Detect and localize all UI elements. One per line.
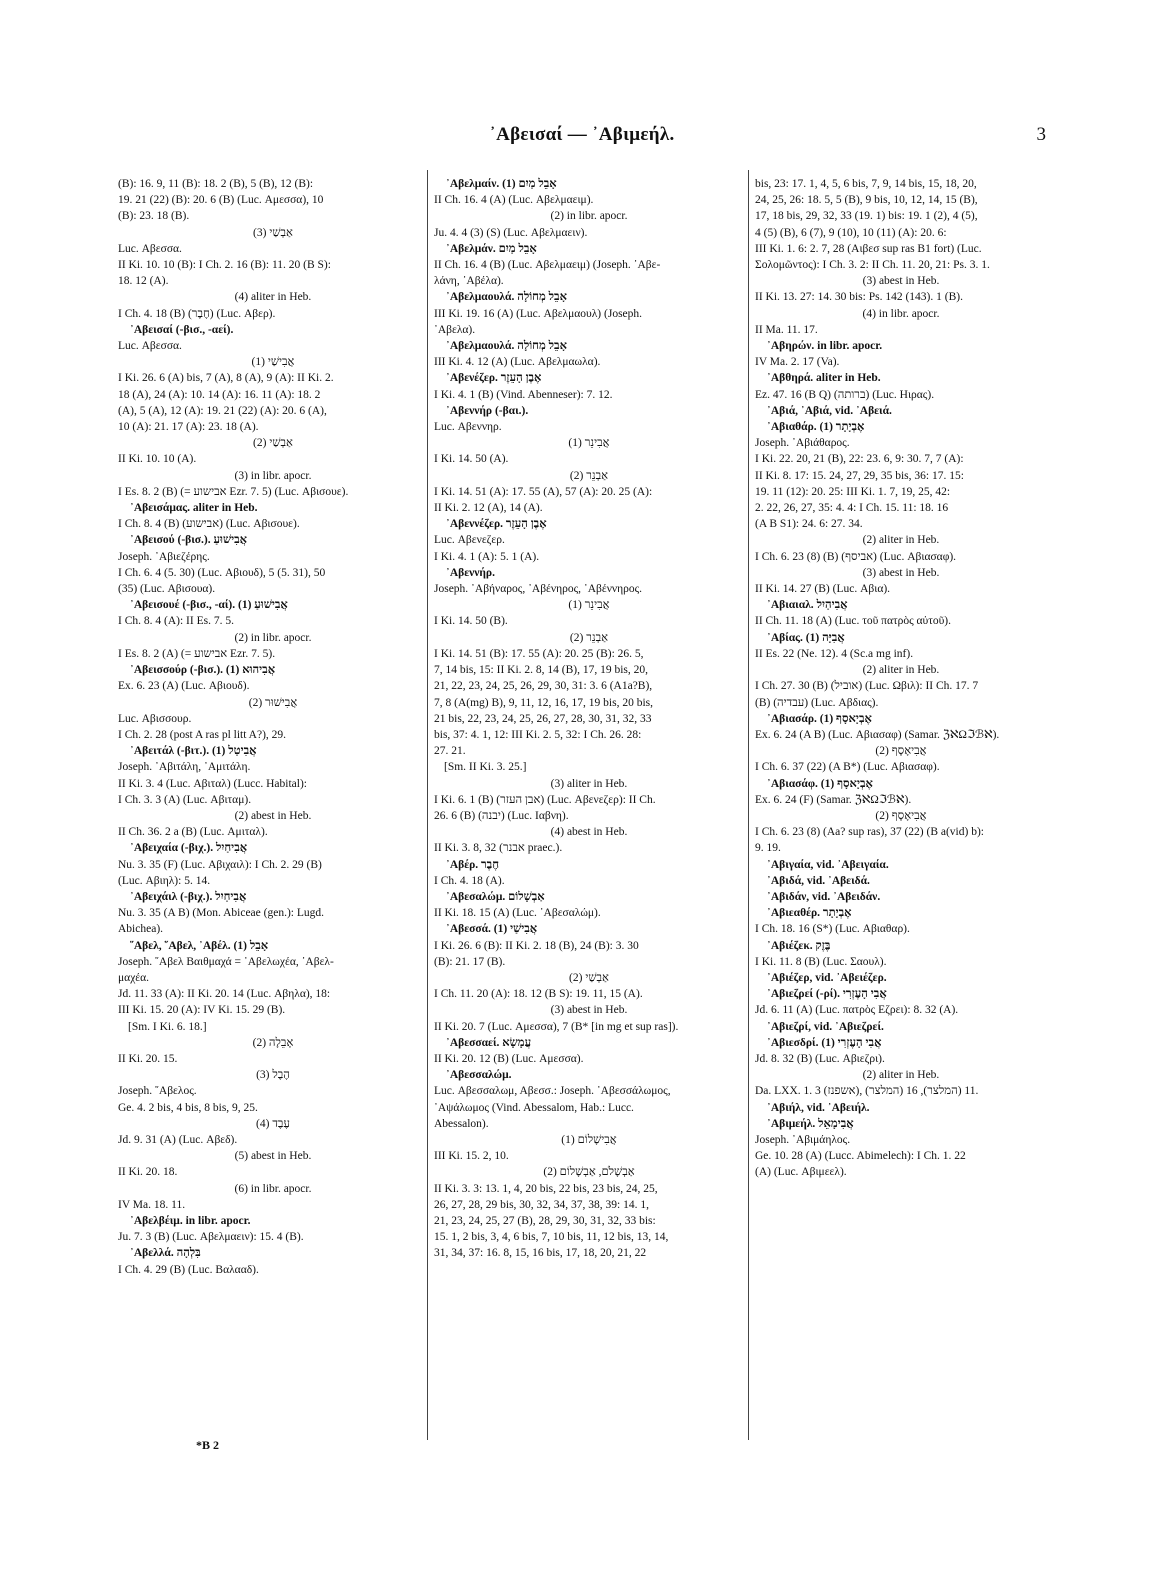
- entry-line: I Ch. 4. 18 (B) (חֶבֶר) (Luc. Αβερ).: [118, 307, 276, 320]
- entry-line: Joseph. ᾿Αβιεζέρης.: [118, 550, 210, 563]
- entry-line: Jd. 6. 11 (A) (Luc. πατρὸς Εζρει): 8. 32 (A).: [755, 1004, 959, 1017]
- entry-line: III Ki. 1. 6: 2. 7, 28 (Αιβεσ sup ras B1 fort) (Luc.: [755, 242, 982, 255]
- entry-line: I Ki. 26. 6 (A) bis, 7 (A), 8 (A), 9 (A): II Ki. 2.: [118, 372, 334, 385]
- entry-headword: ᾿Αβεσαλώμ. אַבְשָׁלוֹם: [446, 890, 545, 903]
- entry-line: (2) אַבְשָׁלֹם, אַבְשָׁלוֹם: [543, 1166, 635, 1179]
- entry-line: I Ch. 2. 28 (post A ras pl litt A?), 29.: [118, 728, 287, 741]
- entry-line: II Ch. 36. 2 a (B) (Luc. Αμιταλ).: [118, 826, 268, 839]
- entry-line: (2) aliter in Heb.: [862, 1069, 940, 1082]
- entry-line: Jd. 11. 33 (A): II Ki. 20. 14 (Luc. Αβηλα), 18:: [118, 988, 331, 1001]
- entry-line: I Ki. 6. 1 (B) (אבן העזר) (Luc. Αβενεζερ): II Ch.: [434, 793, 656, 806]
- entry-headword: ᾿Αβιεαθέρ. אֶבְיָתָר: [767, 907, 852, 920]
- entry-line: II Ma. 11. 17.: [755, 323, 818, 336]
- entry-line: II Ki. 10. 10 (B): I Ch. 2. 16 (B): 11. 20 (B S):: [118, 259, 331, 272]
- entry-headword: ᾿Αβενέζερ. אֶבֶן הָעֵזֶר: [446, 372, 542, 385]
- entry-line: [Sm. I Ki. 6. 18.]: [128, 1020, 207, 1033]
- entry-line: I Ki. 14. 50 (A).: [434, 453, 509, 466]
- entry-headword: ᾿Αβηρών. in libr. apocr.: [767, 340, 883, 353]
- entry-headword: ᾿Αβιεζρί, vid. ᾿Αβιεζρεί.: [767, 1020, 884, 1033]
- entry-line: (2) אֲבִישׁוּר: [248, 696, 298, 709]
- entry-headword: ᾿Αβιγαία, vid. ᾿Αβειγαία.: [767, 858, 889, 871]
- entry-line: II Es. 22 (Ne. 12). 4 (Sc.a mg inf).: [755, 647, 914, 660]
- entry-line: II Ki. 20. 7 (Luc. Αμεσσα), 7 (B* [in mg et sup ras]).: [434, 1020, 679, 1033]
- entry-line: (2) אֲבִיאָסָף: [875, 809, 927, 822]
- entry-line: (3) הֶבֶל: [256, 1069, 290, 1082]
- printer-signature: *B 2: [196, 1438, 220, 1452]
- entry-line: (Luc. Αβιηλ): 5. 14.: [118, 874, 211, 887]
- entry-line: I Ch. 6. 4 (5. 30) (Luc. Αβιουδ), 5 (5. 31), 50: [118, 566, 326, 579]
- entry-line: (B): 21. 17 (B).: [434, 955, 506, 968]
- entry-line: 31, 34, 37: 16. 8, 15, 16 bis, 17, 18, 20, 21, 22: [434, 1247, 647, 1260]
- entry-line: I Ch. 6. 23 (8) (B) (אביסף) (Luc. Αβιασαφ).: [755, 550, 957, 563]
- entry-line: (4) aliter in Heb.: [234, 291, 312, 304]
- entry-line: 4 (5) (B), 6 (7), 9 (10), 10 (11) (A): 20. 6:: [755, 226, 947, 239]
- entry-line: μαχέα.: [118, 971, 150, 984]
- entry-line: bis, 37: 4. 1, 12: III Ki. 2. 5, 32: I Ch. 26. 28:: [434, 728, 642, 741]
- entry-line: 24, 25, 26: 18. 5, 5 (B), 9 bis, 10, 12, 14, 15 (B),: [755, 194, 978, 207]
- entry-line: 2. 22, 26, 27, 35: 4. 4: I Ch. 15. 11: 18. 16: [755, 502, 949, 515]
- column-right: [755, 176, 1047, 1181]
- entry-line: 26, 27, 28, 29 bis, 30, 32, 34, 37, 38, 39: 14. 1,: [434, 1198, 649, 1211]
- entry-headword: ᾿Αβελβέιμ. in libr. apocr.: [130, 1215, 251, 1227]
- entry-headword: ᾿Αβιεσδρί. (1) אֲבִי הָעֶזְרִי: [767, 1036, 882, 1049]
- entry-headword: ᾿Αβιμεήλ. אֲבִימָאֵל: [767, 1117, 854, 1130]
- entry-headword: ᾿Αβιδάν, vid. ᾿Αβειδάν.: [767, 890, 881, 903]
- entry-line: (B) (עבדיה) (Luc. Αβδιας).: [755, 696, 879, 709]
- entry-line: (1) אֲבִישַׁי: [251, 356, 295, 369]
- entry-headword: ᾿Αβιέζερ, vid. ᾿Αβειέζερ.: [767, 971, 887, 984]
- entry-line: Ex. 6. 24 (A B) (Luc. Αβιασαφ) (Samar. ℨℵΩℑℬℵ).: [755, 728, 1000, 741]
- entry-line: I Ki. 26. 6 (B): II Ki. 2. 18 (B), 24 (B): 3. 30: [434, 939, 639, 952]
- entry-line: 26. 6 (B) (יבנה) (Luc. Ιαβνη).: [434, 809, 569, 822]
- entry-line: (35) (Luc. Αβισουα).: [118, 583, 216, 596]
- entry-line: (4) abest in Heb.: [550, 826, 628, 839]
- entry-headword: ᾿Αβιασάφ. (1) אֶבְיָאסָף: [767, 777, 873, 790]
- entry-line: Ex. 6. 24 (F) (Samar. ℨℵΩℑℬℵ).: [755, 793, 912, 806]
- entry-line: II Ki. 3. 4 (Luc. Αβιταλ) (Lucc. Habital):: [118, 777, 307, 790]
- entry-line: ᾿Αψάλωμος (Vind. Abessalom, Hab.: Lucc.: [434, 1101, 634, 1114]
- entry-headword: ᾿Αβεσσαλώμ.: [446, 1069, 512, 1082]
- entry-line: I Ch. 18. 16 (S*) (Luc. Αβιαθαρ).: [755, 923, 910, 936]
- entry-line: II Ki. 3. 8, 32 (אבנר praec.).: [434, 842, 563, 855]
- entry-line: I Ki. 22. 20, 21 (B), 22: 23. 6, 9: 30. 7, 7 (A):: [755, 453, 964, 466]
- entry-line: 7, 14 bis, 15: II Ki. 2. 8, 14 (B), 17, 19 bis, 20,: [434, 664, 649, 677]
- entry-line: (3) abest in Heb.: [862, 275, 940, 288]
- entry-line: II Ki. 20. 12 (B) (Luc. Αμεσσα).: [434, 1052, 584, 1065]
- column-rule: [748, 170, 749, 1440]
- entry-line: (2) in libr. apocr.: [550, 210, 628, 223]
- entry-line: 21, 22, 23, 24, 25, 26, 29, 30, 31: 3. 6 (A1a?B),: [434, 680, 653, 693]
- entry-line: (2) אָבֵלָה: [252, 1036, 294, 1049]
- entry-line: 9. 19.: [755, 842, 781, 855]
- entry-line: (2) אַבְשַׁי: [253, 437, 293, 450]
- entry-line: II Ki. 18. 15 (A) (Luc. ᾿Αβεσαλώμ).: [434, 907, 601, 920]
- entry-line: IV Ma. 18. 11.: [118, 1198, 186, 1211]
- entry-line: Luc. Αβεσσα.: [118, 340, 182, 353]
- entry-line: 18 (A), 24 (A): 10. 14 (A): 16. 11 (A): 18. 2: [118, 388, 321, 401]
- entry-line: Ge. 10. 28 (A) (Lucc. Abimelech): I Ch. 1. 22: [755, 1150, 966, 1163]
- entry-line: I Es. 8. 2 (A) (= אבישוע Ezr. 7. 5).: [118, 647, 276, 660]
- entry-line: Nu. 3. 35 (F) (Luc. Αβιχαιλ): I Ch. 2. 29 (B): [118, 858, 322, 871]
- entry-headword: ᾿Αβειχαία (-βιχ.). אֲבִיחַיִל: [130, 842, 248, 855]
- entry-line: Ju. 4. 4 (3) (S) (Luc. Αβελμαειν).: [434, 226, 588, 239]
- entry-headword: ᾿Αβιασάρ. (1) אֶבְיָאסָף: [767, 712, 872, 725]
- page-number: 3: [1036, 124, 1046, 145]
- entry-line: I Es. 8. 2 (B) (= אבישוע Ezr. 7. 5) (Luc. Αβισουε).: [118, 485, 349, 498]
- entry-headword: ᾿Αβιδά, vid. ᾿Αβειδά.: [767, 874, 870, 887]
- entry-line: II Ki. 14. 27 (B) (Luc. Αβια).: [755, 583, 891, 596]
- entry-headword: ᾿Αβελμαουλά. אָבֵל מְחוֹלָה: [446, 291, 567, 304]
- entry-line: I Ki. 4. 1 (A): 5. 1 (A).: [434, 550, 540, 563]
- entry-headword: ᾿Αβιαθάρ. (1) אֶבְיָתָר: [767, 421, 865, 434]
- entry-headword: ᾿Αβελμαίν. (1) אָבֵל מַיִם: [446, 178, 557, 190]
- entry-line: (A B S1): 24. 6: 27. 34.: [755, 518, 863, 531]
- entry-line: Joseph. ᾿Αβιμάηλος.: [755, 1133, 851, 1146]
- entry-line: II Ki. 10. 10 (A).: [118, 453, 197, 466]
- entry-line: 21, 23, 24, 25, 27 (B), 28, 29, 30, 31, 32, 33 bis:: [434, 1215, 656, 1227]
- entry-line: I Ch. 6. 23 (8) (Aa? sup ras), 37 (22) (B a(vid) b):: [755, 826, 984, 839]
- entry-line: I Ki. 11. 8 (B) (Luc. Σαουλ).: [755, 955, 887, 968]
- entry-line: II Ch. 16. 4 (A) (Luc. Αβελμαειμ).: [434, 194, 594, 207]
- entry-line: Abichea).: [118, 923, 164, 936]
- entry-headword: ᾿Αβίας. (1) אֲבִיָּה: [767, 631, 845, 644]
- entry-line: Luc. Αβεσσαλωμ, Αβεσσ.: Joseph. ᾿Αβεσσάλωμος,: [434, 1085, 671, 1098]
- entry-line: 15. 1, 2 bis, 3, 4, 6 bis, 7, 10 bis, 11, 12 bis, 13, 14,: [434, 1231, 669, 1244]
- entry-line: Luc. Αβενεζερ.: [434, 534, 505, 547]
- entry-line: (2) aliter in Heb.: [862, 534, 940, 547]
- entry-line: (2) אַבְנֵר: [569, 631, 609, 644]
- entry-headword: ᾿Αβεννέζερ. אֶבֶן הָעֵזֶר: [446, 518, 547, 531]
- entry-headword: ᾿Αβεισού (-βισ.). אֲבִישׁוּעַ: [130, 534, 248, 547]
- entry-line: Ge. 4. 2 bis, 4 bis, 8 bis, 9, 25.: [118, 1101, 258, 1114]
- entry-headword: ᾿Αβιεζρεί (-ρί). אֲבִי הָעֶזְרִי: [767, 988, 887, 1001]
- entry-line: (3) aliter in Heb.: [550, 777, 628, 790]
- entry-line: (6) in libr. apocr.: [234, 1182, 312, 1195]
- entry-line: (3) אַבְשַׁי: [253, 226, 293, 239]
- entry-line: Σολομῶντος): I Ch. 3. 2: II Ch. 11. 20, 21: Ps. 3. 1.: [755, 259, 990, 272]
- entry-line: Nu. 3. 35 (A B) (Mon. Abiceae (gen.): Lugd.: [118, 907, 325, 920]
- running-head: ᾿Αβεισαί — ᾿Αβιμεήλ.: [489, 124, 675, 145]
- entry-line: Jd. 8. 32 (B) (Luc. Αβιεζρι).: [755, 1052, 885, 1065]
- entry-line: Luc. Αβεννηρ.: [434, 421, 502, 434]
- entry-line: 21 bis, 22, 23, 24, 25, 26, 27, 28, 30, 31, 32, 33: [434, 712, 652, 725]
- entry-line: (3) abest in Heb.: [862, 566, 940, 579]
- entry-headword: ᾿Αβεισαί (-βισ., -αεί).: [130, 323, 234, 336]
- entry-line: [Sm. II Ki. 3. 25.]: [444, 761, 527, 774]
- entry-line: (B): 16. 9, 11 (B): 18. 2 (B), 5 (B), 12 (B):: [118, 178, 314, 190]
- entry-line: Ez. 47. 16 (B Q) (ברותה) (Luc. Ηιρας).: [755, 388, 935, 401]
- entry-line: 17, 18 bis, 29, 32, 33 (19. 1) bis: 19. 1 (2), 4 (5),: [755, 210, 978, 223]
- column-middle: [434, 176, 744, 1262]
- entry-line: I Ch. 27. 30 (B) (אוביל) (Luc. Ωβιλ): II Ch. 17. 7: [755, 680, 979, 693]
- entry-line: (5) abest in Heb.: [234, 1150, 312, 1163]
- entry-line: (2) in libr. apocr.: [234, 631, 312, 644]
- entry-line: II Ch. 11. 18 (A) (Luc. τοῦ πατρὸς αὐτοῦ).: [755, 615, 951, 628]
- entry-line: I Ki. 14. 51 (B): 17. 55 (A): 20. 25 (B): 26. 5,: [434, 647, 644, 660]
- entry-headword: ᾿Αβειτάλ (-βιτ.). (1) אֲבִיטַל: [130, 745, 257, 758]
- entry-line: I Ki. 14. 50 (B).: [434, 615, 508, 628]
- entry-headword: ᾿Αβεσσά. (1) אֲבִישַׁי: [446, 923, 538, 936]
- entry-line: Joseph. ᾿Αβήναρος, ᾿Αβένηρος, ᾿Αβέννηρος.: [434, 583, 643, 596]
- entry-line: II Ki. 20. 18.: [118, 1166, 178, 1179]
- entry-line: II Ki. 3. 3: 13. 1, 4, 20 bis, 22 bis, 23 bis, 24, 25,: [434, 1182, 658, 1195]
- entry-line: II Ki. 2. 12 (A), 14 (A).: [434, 502, 543, 515]
- entry-line: I Ki. 14. 51 (A): 17. 55 (A), 57 (A): 20. 25 (A):: [434, 485, 653, 498]
- entry-line: λάνη, ᾿Αβέλα).: [434, 275, 504, 288]
- entry-headword: ᾿Αβιήλ, vid. ᾿Αβειήλ.: [767, 1101, 870, 1114]
- column-left: [118, 176, 428, 1278]
- entry-line: Ju. 7. 3 (B) (Luc. Αβελμαειν): 15. 4 (B).: [118, 1231, 304, 1244]
- entry-line: 27. 21.: [434, 745, 466, 758]
- entry-line: (4) in libr. apocr.: [862, 307, 940, 320]
- entry-line: (1) אֲבִינֵר: [568, 437, 610, 450]
- entry-line: II Ki. 13. 27: 14. 30 bis: Ps. 142 (143). 1 (B).: [755, 291, 963, 304]
- entry-line: (A) (Luc. Αβιμεελ).: [755, 1166, 847, 1179]
- entry-line: III Ki. 15. 20 (A): IV Ki. 15. 29 (B).: [118, 1004, 286, 1017]
- entry-line: (2) אַבְשַׁי: [569, 971, 609, 984]
- entry-line: (4) עֶבֶד: [256, 1117, 290, 1130]
- entry-line: (2) אַבְנֵר: [569, 469, 609, 482]
- entry-line: 19. 11 (12): 20. 25: III Ki. 1. 7, 19, 25, 42:: [755, 485, 951, 498]
- entry-line: (2) abest in Heb.: [234, 809, 312, 822]
- entry-headword: ᾿Αβιέζεκ. בֶּזֶק: [767, 939, 831, 952]
- entry-line: Joseph. ῞Αβελος.: [118, 1085, 197, 1098]
- entry-line: III Ki. 15. 2, 10.: [434, 1150, 509, 1163]
- entry-line: (2) אֲבִיאָסָף: [875, 745, 927, 758]
- entry-headword: ᾿Αβελλά. בִּלְהָה: [130, 1247, 201, 1260]
- entry-line: III Ki. 4. 12 (A) (Luc. Αβελμαωλα).: [434, 356, 601, 369]
- entry-line: Da. LXX. 1. 3 (אשפנז), 11 (המלצר), 16 (המלצר).: [755, 1085, 979, 1098]
- entry-line: Luc. Αβεσσα.: [118, 242, 182, 255]
- entry-headword: ᾿Αβεννήρ.: [446, 566, 495, 579]
- entry-headword: ᾿Αβεννήρ (-βαι.).: [446, 404, 529, 417]
- entry-headword: ᾿Αβθηρά. aliter in Heb.: [767, 372, 881, 385]
- entry-headword: ᾿Αβιά, ᾿Αβιά, vid. ᾿Αβειά.: [767, 404, 892, 417]
- entry-headword: ᾿Αβειχάιλ (-βιχ.). אֲבִיחַיִל: [130, 890, 247, 903]
- entry-headword: ῞Αβελ, ῞Αβελ, ᾿Αβέλ. (1) אָבֵל: [130, 939, 269, 952]
- entry-headword: ᾿Αβεισάμας. aliter in Heb.: [130, 502, 258, 515]
- entry-line: Abessalon).: [434, 1117, 489, 1130]
- entry-line: (2) aliter in Heb.: [862, 664, 940, 677]
- entry-headword: ᾿Αβεσσαεί. עֲמָשָׂא: [446, 1036, 532, 1049]
- entry-line: 18. 12 (A).: [118, 275, 169, 288]
- entry-line: Joseph. ῞Αβελ Βαιθμαχά = ᾿Αβελωχέα, ᾿Αβελ-: [118, 955, 334, 968]
- entry-line: I Ki. 4. 1 (B) (Vind. Abenneser): 7. 12.: [434, 388, 613, 401]
- entry-line: II Ki. 8. 17: 15. 24, 27, 29, 35 bis, 36: 17. 15:: [755, 469, 964, 482]
- entry-line: Joseph. ᾿Αβιτάλη, ᾿Αμιτάλη.: [118, 761, 251, 774]
- entry-line: III Ki. 19. 16 (A) (Luc. Αβελμαουλ) (Joseph.: [434, 307, 643, 320]
- entry-line: ᾿Αβελα).: [434, 323, 476, 336]
- entry-line: Joseph. ᾿Αβιάθαρος.: [755, 437, 850, 450]
- entry-line: I Ch. 6. 37 (22) (A B*) (Luc. Αβιασαφ).: [755, 761, 940, 774]
- entry-headword: ᾿Αβέρ. חֶבֶר: [446, 858, 500, 871]
- entry-line: I Ch. 4. 18 (A).: [434, 874, 505, 887]
- entry-line: bis, 23: 17. 1, 4, 5, 6 bis, 7, 9, 14 bis, 15, 18, 20,: [755, 178, 977, 190]
- entry-headword: ᾿Αβεισσούρ (-βισ.). (1) אֲבִיהוּא: [130, 664, 276, 677]
- entry-line: IV Ma. 2. 17 (Va).: [755, 356, 840, 369]
- entry-line: (3) abest in Heb.: [550, 1004, 628, 1017]
- entry-line: 7, 8 (A(mg) B), 9, 11, 12, 16, 17, 19 bis, 20 bis,: [434, 696, 654, 709]
- entry-headword: ᾿Αβελμάν. אָבֵל מַיִם: [446, 242, 537, 255]
- entry-line: (A), 5 (A), 12 (A): 19. 21 (22) (A): 20. 6 (A),: [118, 404, 327, 417]
- entry-line: Jd. 9. 31 (A) (Luc. Αβεδ).: [118, 1133, 238, 1146]
- entry-line: I Ch. 11. 20 (A): 18. 12 (B S): 19. 11, 15 (A).: [434, 988, 643, 1001]
- entry-line: 19. 21 (22) (B): 20. 6 (B) (Luc. Αμεσσα), 10: [118, 194, 324, 207]
- entry-line: I Ch. 8. 4 (B) (אבישוע) (Luc. Αβισουε).: [118, 518, 300, 531]
- entry-line: 10 (A): 21. 17 (A): 23. 18 (A).: [118, 421, 259, 434]
- entry-line: Luc. Αβισσουρ.: [118, 712, 192, 725]
- entry-line: (1) אֲבִישָׁלוֹם: [561, 1133, 617, 1146]
- entry-headword: ᾿Αβιαιαλ. אֲבִיהַיִל: [767, 599, 848, 612]
- entry-line: (B): 23. 18 (B).: [118, 210, 190, 223]
- entry-line: II Ki. 20. 15.: [118, 1052, 178, 1065]
- entry-line: (1) אֲבִינֵר: [568, 599, 610, 612]
- entry-headword: ᾿Αβελμαουλά. אָבֵל מְחוֹלָה: [446, 340, 567, 353]
- entry-headword: ᾿Αβεισουέ (-βισ., -αί). (1) אֲבִישׁוּעַ: [130, 599, 288, 612]
- entry-line: Ex. 6. 23 (A) (Luc. Αβιουδ).: [118, 680, 250, 693]
- entry-line: I Ch. 4. 29 (B) (Luc. Βαλααδ).: [118, 1263, 259, 1276]
- entry-line: I Ch. 3. 3 (A) (Luc. Αβιταμ).: [118, 793, 252, 806]
- entry-line: I Ch. 8. 4 (A): II Es. 7. 5.: [118, 615, 234, 628]
- entry-line: II Ch. 16. 4 (B) (Luc. Αβελμαειμ) (Joseph. ᾿Αβε-: [434, 259, 661, 272]
- entry-line: (3) in libr. apocr.: [234, 469, 312, 482]
